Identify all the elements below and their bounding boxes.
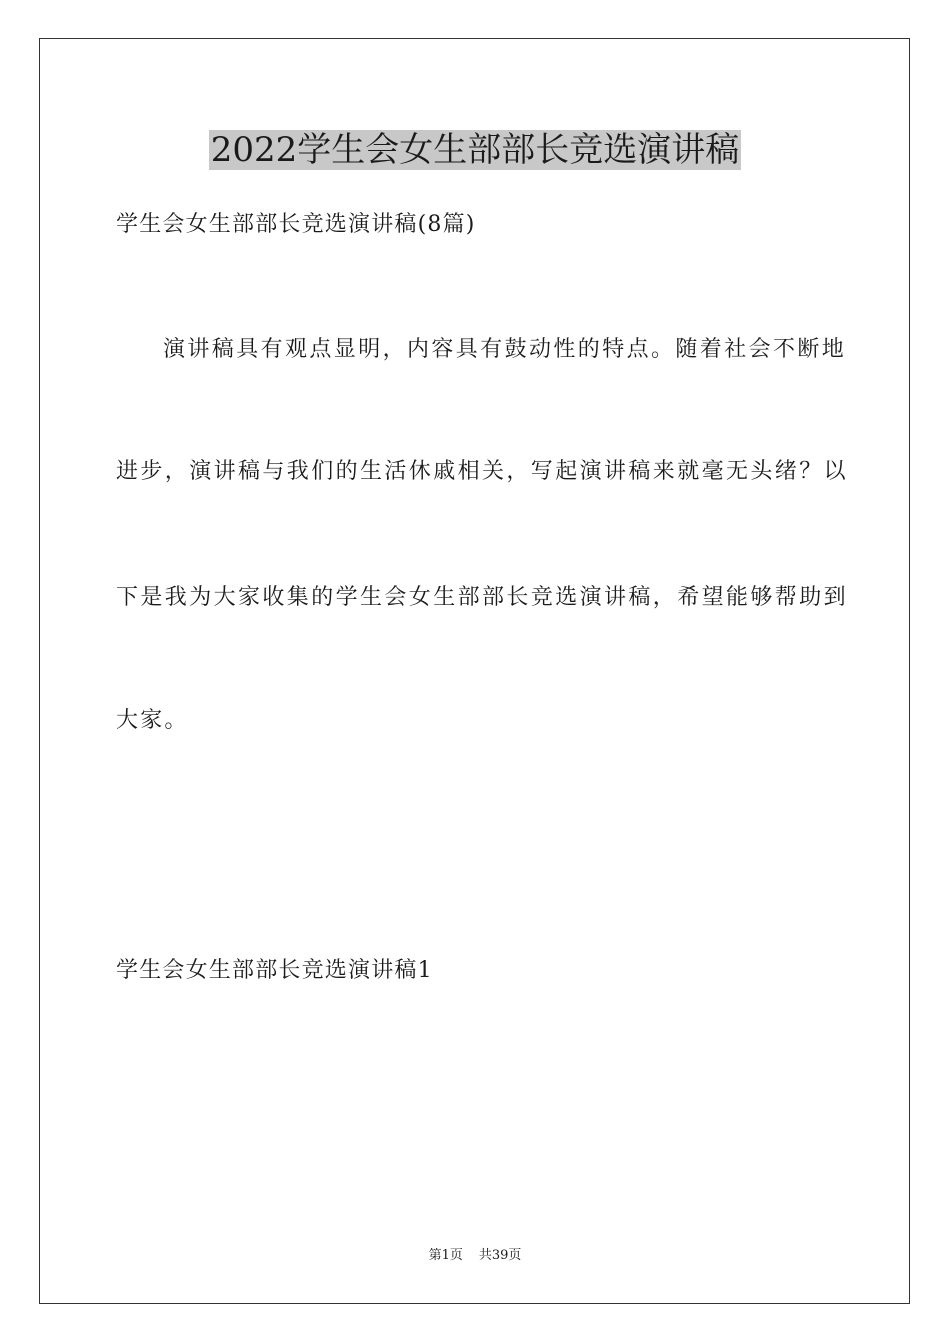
page-number: 第1页 [428, 1248, 463, 1263]
intro-paragraph-line-4: 大家。 [116, 708, 189, 733]
page-total: 共39页 [478, 1248, 522, 1263]
document-title-text: 2022学生会女生部部长竞选演讲稿 [210, 130, 740, 170]
intro-paragraph-line-3: 下是我为大家收集的学生会女生部部长竞选演讲稿，希望能够帮助到 [116, 585, 849, 610]
intro-paragraph-line-1: 演讲稿具有观点显明，内容具有鼓动性的特点。随着社会不断地 [163, 337, 847, 362]
page-footer [0, 1247, 950, 1265]
section-heading: 学生会女生部部长竞选演讲稿1 [116, 958, 433, 983]
document-subtitle: 学生会女生部部长竞选演讲稿(8篇) [116, 212, 476, 237]
intro-paragraph-line-2: 进步，演讲稿与我们的生活休戚相关，写起演讲稿来就毫无头绪？以 [116, 459, 849, 484]
document-title [0, 128, 950, 172]
